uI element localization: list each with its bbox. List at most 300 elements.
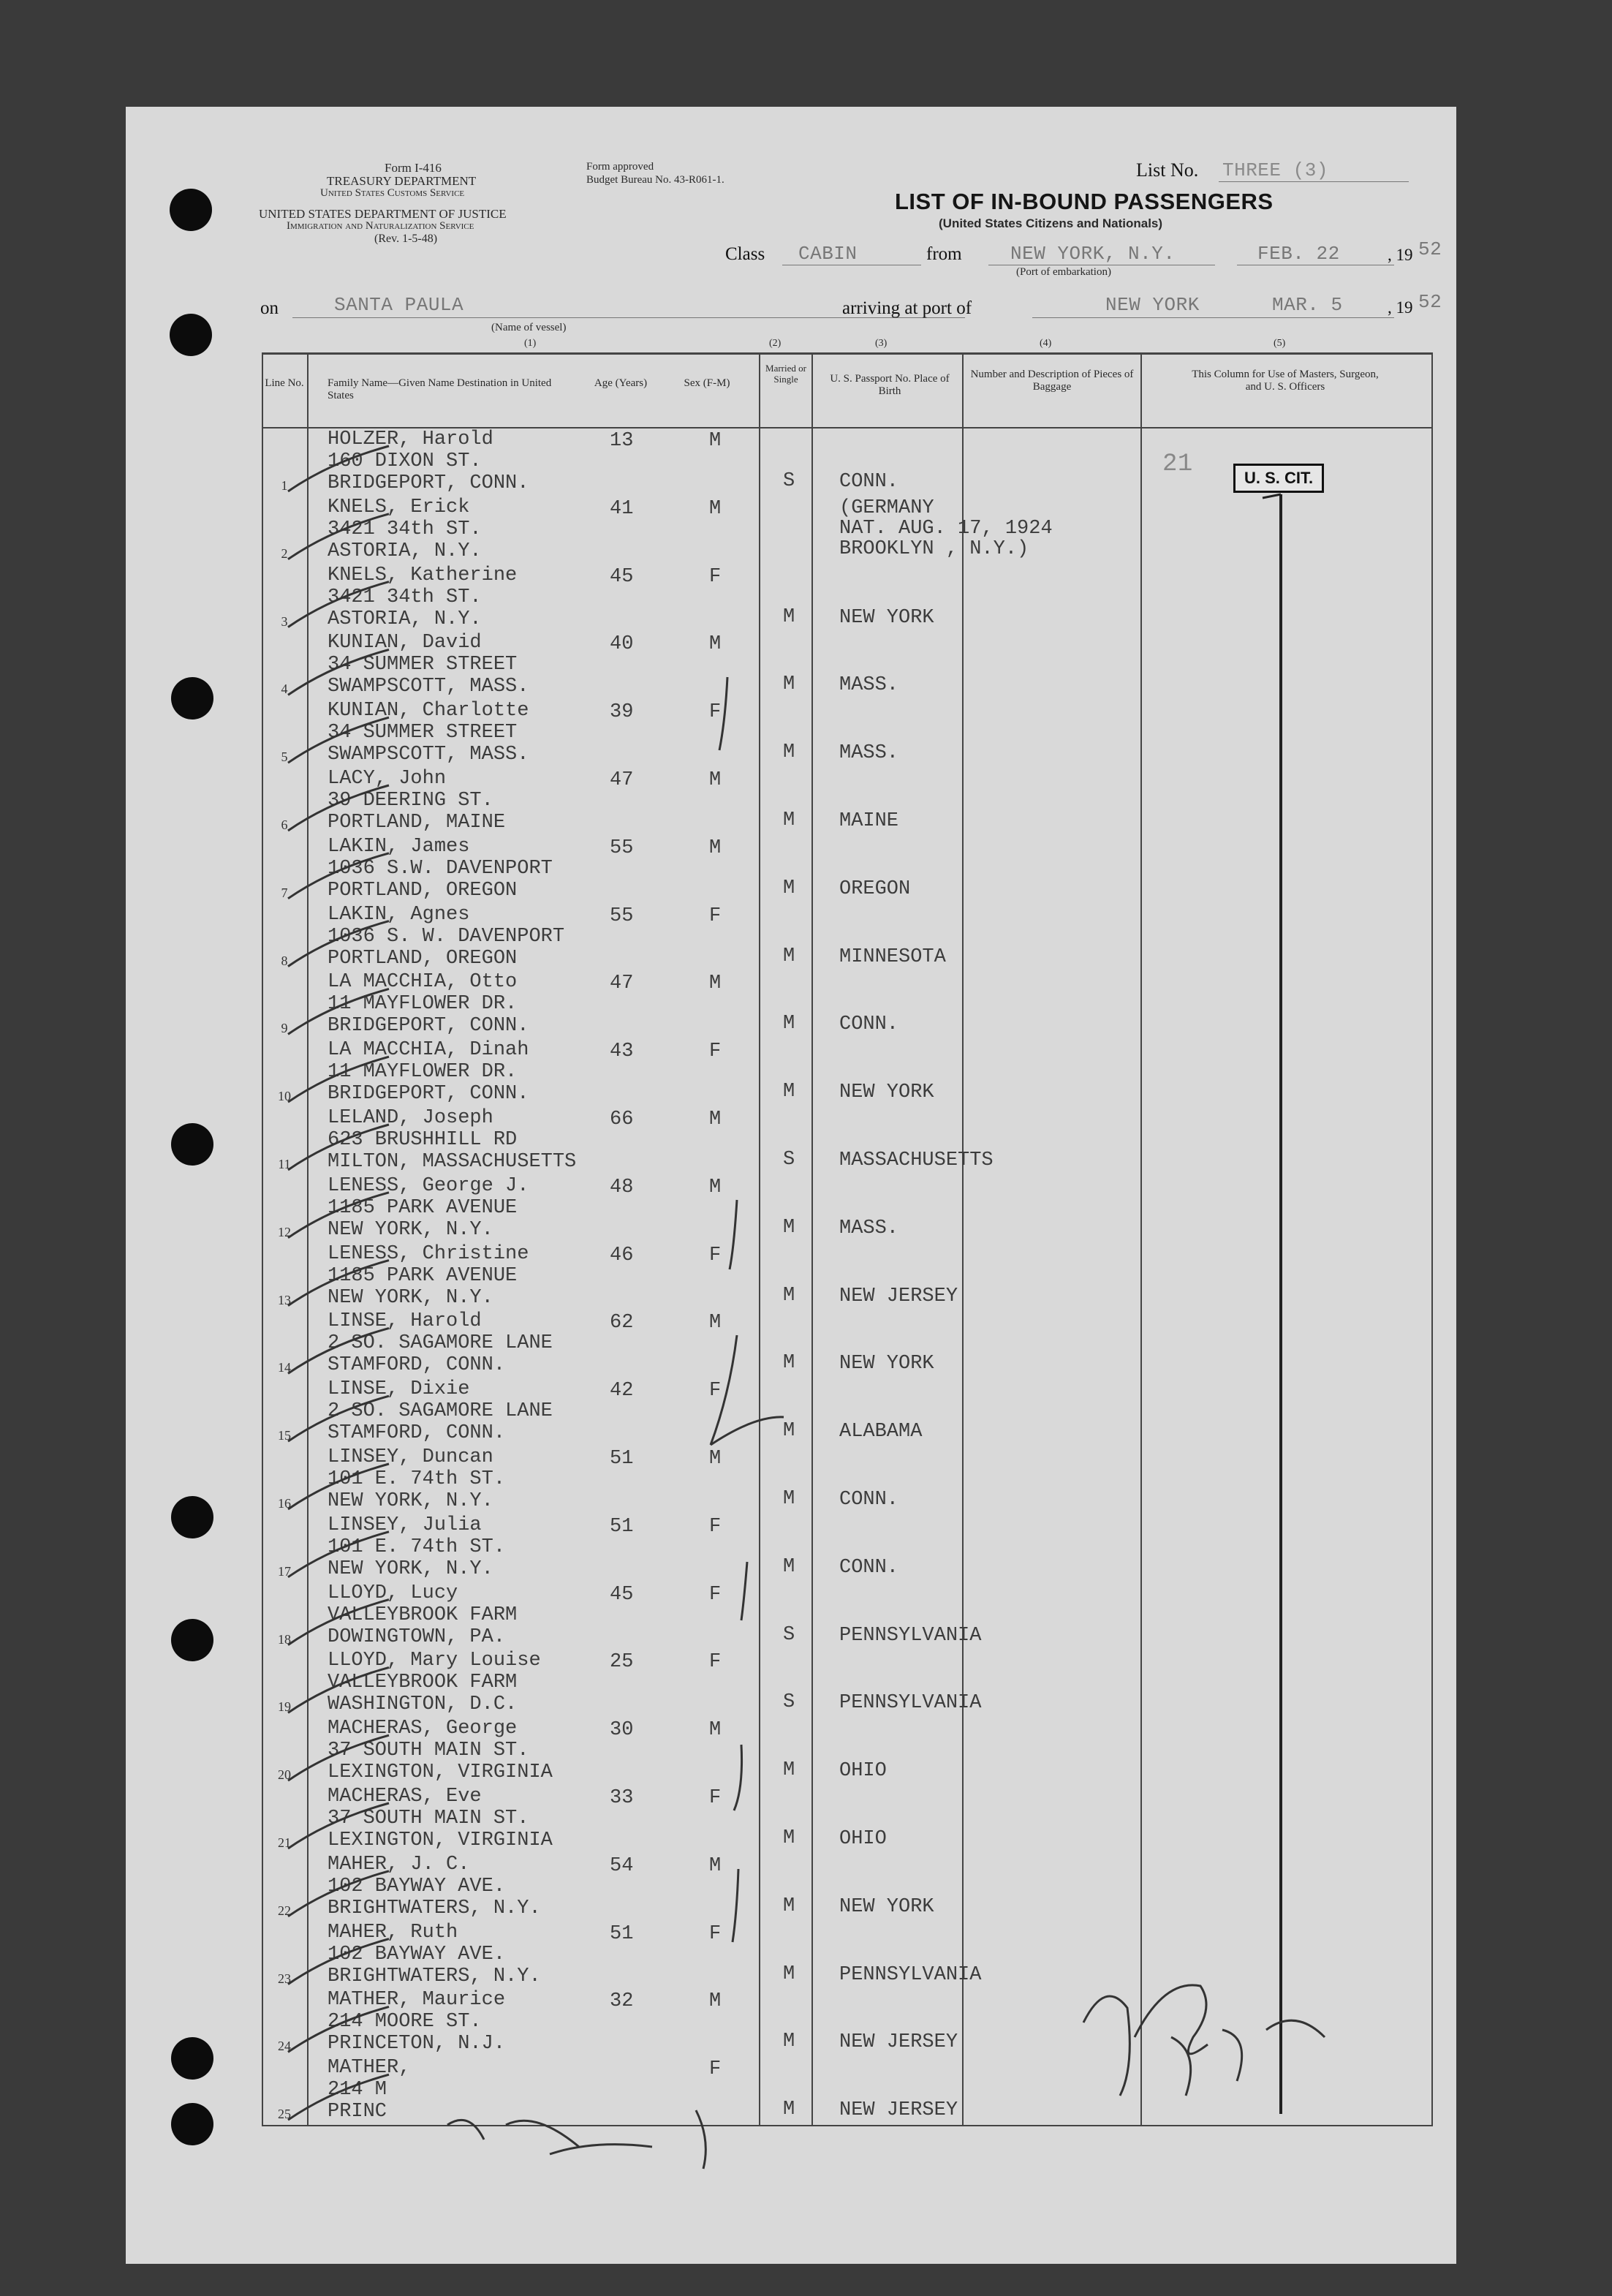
marital-status: S (783, 1623, 795, 1646)
table-row (262, 632, 1431, 700)
address-city: PORTLAND, OREGON (328, 947, 518, 970)
address-street: 34 SUMMER STREET (328, 654, 518, 676)
address-street: 1036 S. W. DAVENPORT (328, 925, 565, 948)
table-row (262, 1718, 1431, 1786)
marital-status: M (783, 1555, 795, 1578)
passenger-name-address (328, 428, 529, 494)
address-city: BRIDGEPORT, CONN. (328, 1083, 529, 1106)
age: 46 (610, 1244, 634, 1266)
age: 47 (610, 973, 634, 995)
from-value: NEW YORK, N.Y. (1010, 243, 1176, 265)
punch-hole (171, 2103, 213, 2145)
address-city: NEW YORK, N.Y. (328, 1557, 493, 1580)
depart-year: 52 (1418, 238, 1442, 260)
address-city: DOWINGTOWN, PA. (328, 1625, 506, 1648)
age: 13 (610, 430, 634, 452)
address-street: VALLEYBROOK FARM (328, 1604, 518, 1626)
sex: F (709, 2058, 722, 2081)
age: 33 (610, 1787, 634, 1809)
address-street: 39 DEERING ST. (328, 790, 493, 812)
marital-status: M (783, 1216, 795, 1239)
address-city: STAMFORD, CONN. (328, 1422, 506, 1445)
sex: F (709, 1583, 722, 1606)
address-street: 2 SO. SAGAMORE LANE (328, 1400, 553, 1423)
form-approved: Form approved (586, 161, 654, 173)
address-street: 102 BAYWAY AVE. (328, 1943, 506, 1965)
marital-status: M (783, 1013, 795, 1035)
passenger-name-address (328, 1446, 505, 1512)
passenger-name-address (328, 904, 564, 970)
age: 55 (610, 905, 634, 927)
sex: F (709, 905, 722, 927)
col-header-officers: This Column for Use of Masters, Surgeon, and U. S. Officers (1192, 369, 1379, 393)
sex: M (709, 1109, 722, 1130)
place-of-birth: CONN. (839, 471, 899, 493)
passenger-name: LLOYD, Lucy (328, 1582, 458, 1604)
place-of-birth: NEW YORK (839, 1353, 934, 1375)
age: 55 (610, 837, 634, 859)
marital-status: M (783, 741, 795, 764)
passenger-name: HOLZER, Harold (328, 428, 493, 450)
address-city: ASTORIA, N.Y. (328, 540, 482, 562)
place-of-birth: MAINE (839, 810, 899, 832)
passenger-table (262, 352, 1431, 2126)
passenger-name-address (328, 768, 505, 834)
passenger-name-address (328, 1378, 553, 1444)
marital-status: M (783, 2099, 795, 2121)
sex: M (709, 769, 722, 791)
col-divider (1431, 352, 1433, 2126)
place-of-birth: MINNESOTA (839, 945, 946, 968)
passenger-rows (262, 428, 1431, 2125)
age: 51 (610, 1922, 634, 1945)
col-header-name: Family Name—Given Name Destination in United States (328, 377, 552, 401)
address-city: LEXINGTON, VIRGINIA (328, 1829, 553, 1851)
marital-status: M (783, 877, 795, 899)
place-of-birth: OREGON (839, 877, 911, 900)
age: 43 (610, 1041, 634, 1063)
passenger-name-address (328, 1650, 541, 1715)
place-of-birth: NEW JERSEY (839, 2031, 958, 2054)
class-value: CABIN (798, 243, 858, 265)
passenger-name-address (328, 1175, 529, 1241)
age: 25 (610, 1651, 634, 1674)
arriving-label: arriving at port of (842, 298, 972, 318)
table-row (262, 1039, 1431, 1107)
passenger-name-address (328, 1582, 517, 1648)
passenger-name-address (328, 1718, 553, 1783)
sex: F (709, 1041, 722, 1063)
place-of-birth: (GERMANY NAT. AUG. 17, 1924 BROOKLYN , N.Y.) (839, 496, 1053, 560)
address-street: 101 E. 74th ST. (328, 1536, 506, 1558)
class-label: Class (725, 244, 765, 264)
col-num-1: (1) (524, 338, 537, 349)
marital-status: M (783, 1352, 795, 1375)
address-city: SWAMPSCOTT, MASS. (328, 744, 529, 766)
age: 39 (610, 701, 634, 724)
from-label: from (926, 244, 962, 264)
address-city: NEW YORK, N.Y. (328, 1218, 493, 1241)
table-row (262, 1107, 1431, 1175)
punch-hole (171, 677, 213, 720)
address-city: BRIGHTWATERS, N.Y. (328, 1897, 541, 1919)
table-row (262, 904, 1431, 972)
punch-hole (171, 2037, 213, 2080)
list-no-underline (1219, 181, 1409, 182)
table-row (262, 836, 1431, 904)
sex: M (709, 430, 722, 452)
passenger-name: LACY, John (328, 768, 447, 790)
table-row (262, 2057, 1431, 2125)
age: 62 (610, 1312, 634, 1334)
address-street: 214 MOORE ST. (328, 2011, 482, 2033)
col-header-passport: U. S. Passport No. Place of Birth (830, 373, 950, 397)
list-no-label: List No. (1136, 159, 1199, 181)
marital-status: M (783, 809, 795, 831)
passenger-name-address (328, 632, 529, 698)
address-city: WASHINGTON, D.C. (328, 1693, 518, 1716)
passenger-name: LLOYD, Mary Louise (328, 1650, 541, 1672)
address-city: LEXINGTON, VIRGINIA (328, 1761, 553, 1784)
table-row (262, 700, 1431, 768)
col-num-5: (5) (1274, 338, 1286, 349)
passenger-name: MACHERAS, George (328, 1718, 518, 1740)
line-number: 17 (278, 1563, 291, 1579)
passenger-name-address (328, 971, 529, 1037)
address-street: 101 E. 74th ST. (328, 1468, 506, 1490)
address-street: 34 SUMMER STREET (328, 722, 518, 744)
marital-status: M (783, 1759, 795, 1782)
marital-status: S (783, 1691, 795, 1714)
col-header-married: Married or Single (765, 363, 806, 385)
line-number: 4 (281, 681, 288, 697)
line-number: 3 (281, 613, 288, 629)
line-number: 20 (278, 1767, 291, 1783)
table-row (262, 1989, 1431, 2057)
customs-service: United States Customs Service (320, 187, 465, 199)
passenger-name: LINSEY, Julia (328, 1514, 482, 1536)
table-row (262, 1310, 1431, 1378)
page-subtitle: (United States Citizens and Nationals) (939, 216, 1163, 230)
address-street: VALLEYBROOK FARM (328, 1672, 518, 1694)
passenger-name-address (328, 836, 553, 902)
line-number: 1 (281, 478, 288, 493)
arrival-date: MAR. 5 (1272, 294, 1343, 316)
address-street: 1185 PARK AVENUE (328, 1196, 518, 1219)
table-row (262, 768, 1431, 836)
age: 54 (610, 1854, 634, 1877)
sex: F (709, 1244, 722, 1266)
budget-bureau: Budget Bureau No. 43-R061-1. (586, 174, 724, 186)
marital-status: M (783, 2031, 795, 2053)
passenger-name: KUNIAN, David (328, 632, 482, 654)
passenger-name: KNELS, Erick (328, 496, 470, 518)
col-num-2: (2) (769, 338, 782, 349)
col-header-line: Line No. (265, 377, 304, 389)
marital-status: S (783, 1149, 795, 1171)
line-number: 9 (281, 1021, 288, 1036)
punch-hole (171, 1496, 213, 1538)
place-of-birth: OHIO (839, 1760, 887, 1783)
place-of-birth: NEW YORK (839, 1081, 934, 1104)
marital-status: M (783, 1081, 795, 1103)
table-bottom-border (262, 2125, 1431, 2126)
passenger-name: LELAND, Joseph (328, 1107, 493, 1129)
passenger-name-address (328, 1039, 529, 1105)
passenger-name-address (328, 1514, 505, 1580)
address-city: BRIGHTWATERS, N.Y. (328, 1965, 541, 1987)
passenger-name-address (328, 496, 482, 562)
place-of-birth: MASSACHUSETTS (839, 1149, 994, 1171)
line-number: 7 (281, 885, 288, 900)
marital-status: M (783, 1488, 795, 1510)
sex: F (709, 701, 722, 724)
address-city: BRIDGEPORT, CONN. (328, 1015, 529, 1038)
address-street: 2 SO. SAGAMORE LANE (328, 1332, 553, 1355)
age: 51 (610, 1515, 634, 1538)
passenger-name: LINSE, Dixie (328, 1378, 470, 1401)
address-street: 3421 34th ST. (328, 518, 482, 540)
sex: M (709, 973, 722, 995)
table-row (262, 1922, 1431, 1990)
passenger-name-address (328, 1786, 553, 1851)
sex: M (709, 837, 722, 859)
passenger-name: MATHER, (328, 2057, 411, 2080)
form-number: Form I-416 (385, 161, 442, 175)
col-header-baggage: Number and Description of Pieces of Baggage (970, 369, 1134, 393)
sex: F (709, 565, 722, 588)
address-street: 11 MAYFLOWER DR. (328, 1061, 518, 1084)
age: 42 (610, 1380, 634, 1402)
treasury-dept: TREASURY DEPARTMENT (327, 174, 477, 188)
address-street: 214 M (328, 2079, 387, 2101)
age: 48 (610, 1176, 634, 1198)
address-city: MILTON, MASSACHUSETTS (328, 1151, 577, 1173)
passenger-name: LA MACCHIA, Dinah (328, 1039, 529, 1062)
place-of-birth: CONN. (839, 1013, 899, 1036)
line-number: 13 (278, 1292, 291, 1307)
marital-status: M (783, 1963, 795, 1985)
us-citizen-stamp: U. S. CIT. (1233, 464, 1324, 493)
passenger-name-address (328, 1107, 576, 1173)
place-of-birth: CONN. (839, 1489, 899, 1511)
arrival-port: NEW YORK (1105, 294, 1200, 316)
marital-status: M (783, 1420, 795, 1443)
marital-status: M (783, 1895, 795, 1917)
punch-hole (170, 189, 212, 231)
place-of-birth: NEW JERSEY (839, 1285, 958, 1307)
address-street: 623 BRUSHHILL RD (328, 1129, 518, 1151)
line-number: 2 (281, 545, 288, 561)
table-row (262, 1786, 1431, 1854)
passenger-name: LAKIN, Agnes (328, 903, 470, 926)
sex: F (709, 1515, 722, 1538)
address-city: PRINC (328, 2101, 387, 2123)
address-street: 160 DIXON ST. (328, 450, 482, 472)
passenger-name: LENESS, George J. (328, 1174, 529, 1197)
table-row (262, 496, 1431, 564)
sex: M (709, 1448, 722, 1470)
depart-date: FEB. 22 (1257, 243, 1340, 265)
arrival-year-prefix: , 19 (1388, 298, 1413, 317)
punch-hole (170, 314, 212, 356)
place-of-birth: PENNSYLVANIA (839, 1692, 982, 1715)
passenger-name: LINSE, Harold (328, 1310, 482, 1333)
line-number: 14 (278, 1360, 291, 1375)
address-city: STAMFORD, CONN. (328, 1354, 506, 1377)
age: 51 (610, 1448, 634, 1470)
vessel-name: SANTA PAULA (334, 294, 464, 316)
sex: M (709, 1176, 722, 1198)
address-city: SWAMPSCOTT, MASS. (328, 676, 529, 698)
col-header-age: Age (Years) (594, 377, 648, 389)
line-number: 19 (278, 1699, 291, 1715)
passenger-name-address (328, 1854, 541, 1919)
passenger-name-address (328, 1989, 505, 2055)
line-number: 21 (278, 1835, 291, 1850)
line-number: 25 (278, 2107, 291, 2122)
list-no-value: THREE (3) (1222, 159, 1328, 181)
age: 40 (610, 633, 634, 656)
col-header-sex: Sex (F-M) (684, 377, 730, 389)
age: 32 (610, 1990, 634, 2013)
passenger-name-address (328, 1243, 529, 1309)
passenger-name-address (328, 2057, 410, 2123)
marital-status: M (783, 1827, 795, 1849)
line-number: 11 (278, 1157, 291, 1171)
place-of-birth: OHIO (839, 1828, 887, 1850)
passenger-name: MACHERAS, Eve (328, 1786, 482, 1808)
sex: M (709, 1312, 722, 1334)
place-of-birth: NEW YORK (839, 1895, 934, 1918)
passenger-name-address (328, 1922, 541, 1987)
address-street: 37 SOUTH MAIN ST. (328, 1808, 529, 1829)
sex: M (709, 497, 722, 520)
sex: F (709, 1787, 722, 1809)
line-number: 10 (278, 1089, 291, 1104)
line-number: 6 (281, 817, 288, 832)
table-row (262, 1514, 1431, 1582)
col-num-4: (4) (1040, 338, 1052, 349)
passenger-name: MAHER, J. C. (328, 1853, 470, 1876)
officer-number: 21 (1162, 450, 1193, 478)
passenger-name: LAKIN, James (328, 835, 470, 858)
address-city: PORTLAND, MAINE (328, 812, 506, 834)
place-of-birth: ALABAMA (839, 1421, 923, 1443)
table-top-border (262, 352, 1431, 355)
place-of-birth: MASS. (839, 742, 899, 765)
passenger-name-address (328, 564, 517, 630)
vessel-caption: (Name of vessel) (491, 322, 567, 333)
table-row (262, 1175, 1431, 1243)
marital-status: M (783, 605, 795, 628)
punch-hole (171, 1619, 213, 1661)
age: 45 (610, 565, 634, 588)
col-num-3: (3) (875, 338, 888, 349)
arrival-year: 52 (1418, 291, 1442, 313)
passenger-name: MATHER, Maurice (328, 1989, 506, 2012)
passenger-name: LENESS, Christine (328, 1242, 529, 1265)
line-number: 24 (278, 2039, 291, 2054)
passenger-name: MAHER, Ruth (328, 1921, 458, 1944)
ins-service: Immigration and Naturalization Service (287, 220, 474, 232)
passenger-name: KUNIAN, Charlotte (328, 700, 529, 722)
sex: M (709, 1990, 722, 2013)
age: 45 (610, 1583, 634, 1606)
arrival-underline (1032, 317, 1394, 318)
marital-status: M (783, 1284, 795, 1307)
table-row (262, 971, 1431, 1039)
address-street: 37 SOUTH MAIN ST. (328, 1740, 529, 1762)
sex: M (709, 1719, 722, 1742)
place-of-birth: PENNSYLVANIA (839, 1624, 982, 1647)
place-of-birth: MASS. (839, 1217, 899, 1239)
line-number: 12 (278, 1224, 291, 1239)
page-title: LIST OF IN-BOUND PASSENGERS (895, 189, 1274, 214)
passenger-name: LINSEY, Duncan (328, 1446, 493, 1468)
line-number: 22 (278, 1903, 291, 1918)
table-row (262, 1446, 1431, 1514)
marital-status: S (783, 470, 795, 492)
depart-year-prefix: , 19 (1388, 246, 1413, 264)
sex: F (709, 1651, 722, 1674)
address-street: 102 BAYWAY AVE. (328, 1875, 506, 1897)
address-street: 3421 34th ST. (328, 586, 482, 608)
line-number: 15 (278, 1428, 291, 1443)
sex: F (709, 1380, 722, 1402)
manifest-page (126, 107, 1456, 2264)
address-city: NEW YORK, N.Y. (328, 1286, 493, 1309)
line-number: 23 (278, 1971, 291, 1986)
passenger-name-address (328, 1310, 553, 1376)
line-number: 8 (281, 953, 288, 968)
place-of-birth: NEW JERSEY (839, 2099, 958, 2122)
age: 47 (610, 769, 634, 791)
line-number: 16 (278, 1496, 291, 1511)
place-of-birth: NEW YORK (839, 606, 934, 629)
port-embark-caption: (Port of embarkation) (1016, 266, 1111, 278)
place-of-birth: PENNSYLVANIA (839, 1963, 982, 1986)
table-row (262, 564, 1431, 632)
table-row (262, 1582, 1431, 1650)
table-row (262, 1378, 1431, 1446)
table-row (262, 1854, 1431, 1922)
address-city: BRIDGEPORT, CONN. (328, 472, 529, 494)
place-of-birth: CONN. (839, 1556, 899, 1579)
table-row (262, 1243, 1431, 1311)
address-city: PRINCETON, N.J. (328, 2033, 506, 2055)
age: 30 (610, 1719, 634, 1742)
justice-dept: UNITED STATES DEPARTMENT OF JUSTICE (259, 207, 507, 221)
address-city: PORTLAND, OREGON (328, 879, 518, 902)
sex: F (709, 1922, 722, 1945)
address-street: 11 MAYFLOWER DR. (328, 993, 518, 1016)
passenger-name: LA MACCHIA, Otto (328, 971, 518, 994)
passenger-name-address (328, 700, 529, 766)
on-label: on (260, 298, 279, 318)
place-of-birth: MASS. (839, 674, 899, 697)
address-city: ASTORIA, N.Y. (328, 608, 482, 630)
age: 41 (610, 497, 634, 520)
sex: M (709, 1854, 722, 1877)
address-street: 1036 S.W. DAVENPORT (328, 857, 553, 880)
revision: (Rev. 1-5-48) (374, 233, 438, 245)
passenger-name: KNELS, Katherine (328, 564, 518, 586)
marital-status: M (783, 945, 795, 967)
punch-hole (171, 1123, 213, 1166)
line-number: 18 (278, 1631, 291, 1647)
marital-status: M (783, 673, 795, 696)
